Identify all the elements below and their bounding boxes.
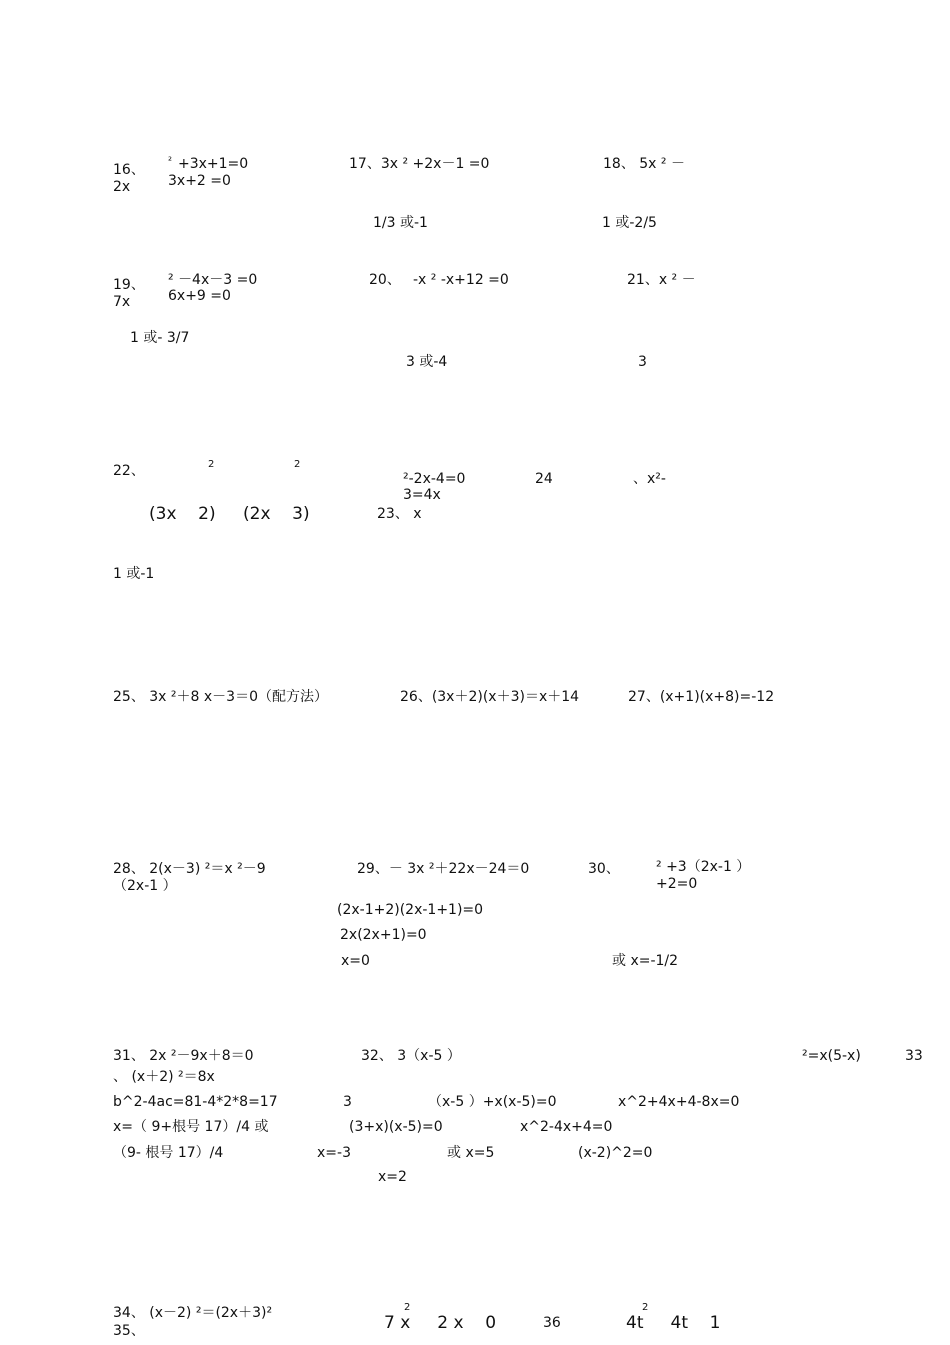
problem-16-exponent: ²: [168, 156, 173, 167]
problem-30-step-2: 2x(2x+1)=0: [340, 927, 427, 943]
problem-24-expression: 、x²-: [633, 471, 666, 487]
problem-28: 28、 2(x－3) ²＝x ²－9: [113, 861, 266, 877]
problem-30-expression-cont: +2=0: [656, 876, 698, 892]
problem-18: 18、 5x ² －: [603, 156, 685, 172]
problem-32-step-3b: 或 x=5: [447, 1145, 495, 1161]
problem-21: 21、x ² －: [627, 272, 696, 288]
problem-32-step-1b: （x-5 ）+x(x-5)=0: [428, 1094, 557, 1110]
problem-23-expression-cont: 3=4x: [403, 487, 441, 503]
problem-30-number: 30、: [588, 861, 620, 877]
problem-22-answer: 1 或-1: [113, 566, 155, 582]
problem-19-lead: 7x: [113, 294, 131, 310]
problem-26: 26、(3x＋2)(x＋3)＝x＋14: [400, 689, 580, 705]
problem-30-step-1: (2x-1+2)(2x-1+1)=0: [337, 902, 484, 918]
problem-25: 25、 3x ²＋8 x－3＝0（配方法）: [113, 689, 328, 705]
problem-16-expression-cont: 3x+2 =0: [168, 173, 231, 189]
problem-22-number: 22、: [113, 463, 145, 479]
problem-23-expression: ²-2x-4=0: [403, 471, 466, 487]
problem-32-step-1a: 3: [343, 1094, 352, 1110]
problem-19-expression-cont: 6x+9 =0: [168, 288, 231, 304]
problem-36-number: 36: [543, 1315, 561, 1331]
problem-30-step-4: 或 x=-1/2: [612, 953, 679, 969]
problem-17-answer: 1/3 或-1: [373, 215, 428, 231]
problem-30-expression: ² +3（2x-1 ）: [656, 859, 751, 875]
problem-16-number: 16、: [113, 162, 145, 178]
problem-20-number: 20、: [369, 272, 401, 288]
problem-36-expression: 4t 4t 1: [626, 1313, 721, 1333]
problem-19-number: 19、: [113, 277, 145, 293]
problem-35-expression: 7 x 2 x 0: [384, 1313, 497, 1333]
problem-33-step-2: x^2-4x+4=0: [520, 1119, 613, 1135]
problem-16-lead: 2x: [113, 179, 131, 195]
problem-22-factor-a: (3x 2): [149, 504, 216, 524]
problem-20-answer: 3 或-4: [406, 354, 448, 370]
problem-18-answer: 1 或-2/5: [602, 215, 657, 231]
problem-33-step-1: x^2+4x+4-8x=0: [618, 1094, 740, 1110]
problem-28-cont: （2x-1 ）: [113, 878, 177, 894]
problem-32-step-2: (3+x)(x-5)=0: [349, 1119, 443, 1135]
problem-36-exponent: 2: [642, 1302, 649, 1313]
problem-31-step-2: x=（ 9+根号 17）/4 或: [113, 1119, 269, 1135]
problem-16-expression: +3x+1=0: [178, 156, 249, 172]
problem-19-answer: 1 或- 3/7: [130, 330, 190, 346]
problem-32-step-3a: x=-3: [317, 1145, 351, 1161]
problem-32-rhs: ²=x(5-x): [802, 1048, 861, 1064]
problem-33: 、 (x＋2) ²＝8x: [113, 1069, 215, 1085]
problem-22-exponent-a: 2: [208, 459, 215, 470]
problem-32: 32、 3（x-5 ）: [361, 1048, 461, 1064]
problem-24-number: 24: [535, 471, 553, 487]
problem-33-step-3: (x-2)^2=0: [578, 1145, 653, 1161]
problem-17: 17、3x ² +2x－1 =0: [349, 156, 490, 172]
problem-31-step-1: b^2-4ac=81-4*2*8=17: [113, 1094, 278, 1110]
problem-20-expression: -x ² -x+12 =0: [413, 272, 509, 288]
problem-22-exponent-b: 2: [294, 459, 301, 470]
problem-31-step-3: （9- 根号 17）/4: [113, 1145, 224, 1161]
problem-23-number: 23、 x: [377, 506, 422, 522]
problem-33-step-4: x=2: [378, 1169, 407, 1185]
problem-27: 27、(x+1)(x+8)=-12: [628, 689, 775, 705]
problem-33-number: 33: [905, 1048, 923, 1064]
problem-35-number: 35、: [113, 1323, 145, 1339]
problem-22-factor-b: (2x 3): [243, 504, 310, 524]
problem-29: 29、－ 3x ²＋22x－24＝0: [357, 861, 530, 877]
problem-30-step-3: x=0: [341, 953, 370, 969]
problem-34: 34、 (x－2) ²＝(2x＋3)²: [113, 1305, 273, 1321]
problem-21-answer: 3: [638, 354, 647, 370]
problem-35-exponent: 2: [404, 1302, 411, 1313]
problem-19-expression: ² －4x－3 =0: [168, 272, 258, 288]
problem-31: 31、 2x ²－9x＋8＝0: [113, 1048, 254, 1064]
